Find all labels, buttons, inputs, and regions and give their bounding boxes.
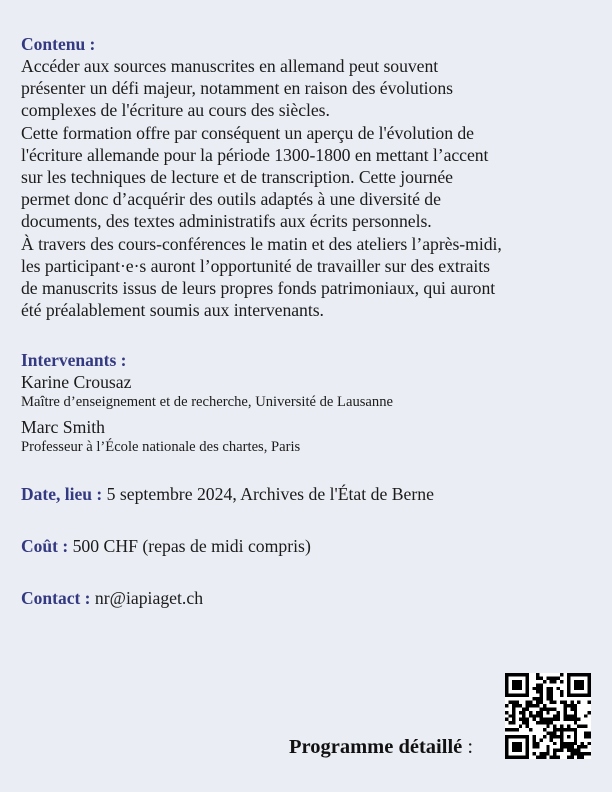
- contact-email-link[interactable]: nr@iapiaget.ch: [94, 588, 204, 609]
- contenu-paragraph: [21, 55, 596, 321]
- contenu-line: À travers des cours-conférences le matin et des ateliers l’après-midi,: [21, 233, 502, 254]
- programme-caption: [289, 734, 473, 760]
- contenu-line: l'écriture allemande pour la période 1300-1800 en mettant l’accent: [21, 144, 489, 165]
- contact-row: [21, 587, 596, 609]
- contenu-heading: Contenu :: [21, 34, 96, 54]
- programme-label: Programme détaillé: [289, 736, 463, 758]
- contenu-line: été préalablement soumis aux intervenants.: [21, 300, 324, 321]
- programme-colon: :: [467, 736, 474, 758]
- date-lieu-label: Date, lieu :: [21, 484, 103, 505]
- intervenant-role: Maître d’enseignement et de recherche, Université de Lausanne: [21, 394, 393, 411]
- cout-label: Coût :: [21, 536, 69, 557]
- contenu-section: [21, 33, 596, 321]
- contenu-line: sur les techniques de lecture et de transcription. Cette journée: [21, 167, 453, 188]
- contenu-line: les participant·e·s auront l’opportunité de travailler sur des extraits: [21, 255, 490, 276]
- programme-qr-code[interactable]: [505, 673, 591, 759]
- intervenants-section: [21, 349, 596, 457]
- date-lieu-row: [21, 483, 596, 505]
- intervenant-role: Professeur à l’École nationale des chartes, Paris: [21, 439, 301, 456]
- contact-label: Contact :: [21, 588, 91, 609]
- intervenant-name: Karine Crousaz: [21, 372, 132, 393]
- contenu-line: complexes de l'écriture au cours des siècles.: [21, 100, 330, 121]
- contenu-line: présenter un défi majeur, notamment en raison des évolutions: [21, 78, 453, 99]
- flyer-content: [21, 33, 596, 609]
- cout-value: 500 CHF (repas de midi compris): [72, 536, 311, 557]
- date-lieu-value: 5 septembre 2024, Archives de l'État de Berne: [106, 484, 434, 505]
- contenu-line: de manuscrits issus de leurs propres fonds patrimoniaux, qui auront: [21, 278, 496, 299]
- contenu-line: permet donc d’acquérir des outils adaptés à une diversité de: [21, 189, 441, 210]
- cout-row: [21, 535, 596, 557]
- contenu-line: Cette formation offre par conséquent un aperçu de l'évolution de: [21, 122, 474, 143]
- intervenants-heading: Intervenants :: [21, 350, 127, 371]
- contenu-line: Accéder aux sources manuscrites en allemand peut souvent: [21, 56, 439, 76]
- qr-code-graphic: [505, 673, 591, 759]
- contenu-line: documents, des textes administratifs aux écrits personnels.: [21, 211, 432, 232]
- intervenant-name: Marc Smith: [21, 417, 106, 438]
